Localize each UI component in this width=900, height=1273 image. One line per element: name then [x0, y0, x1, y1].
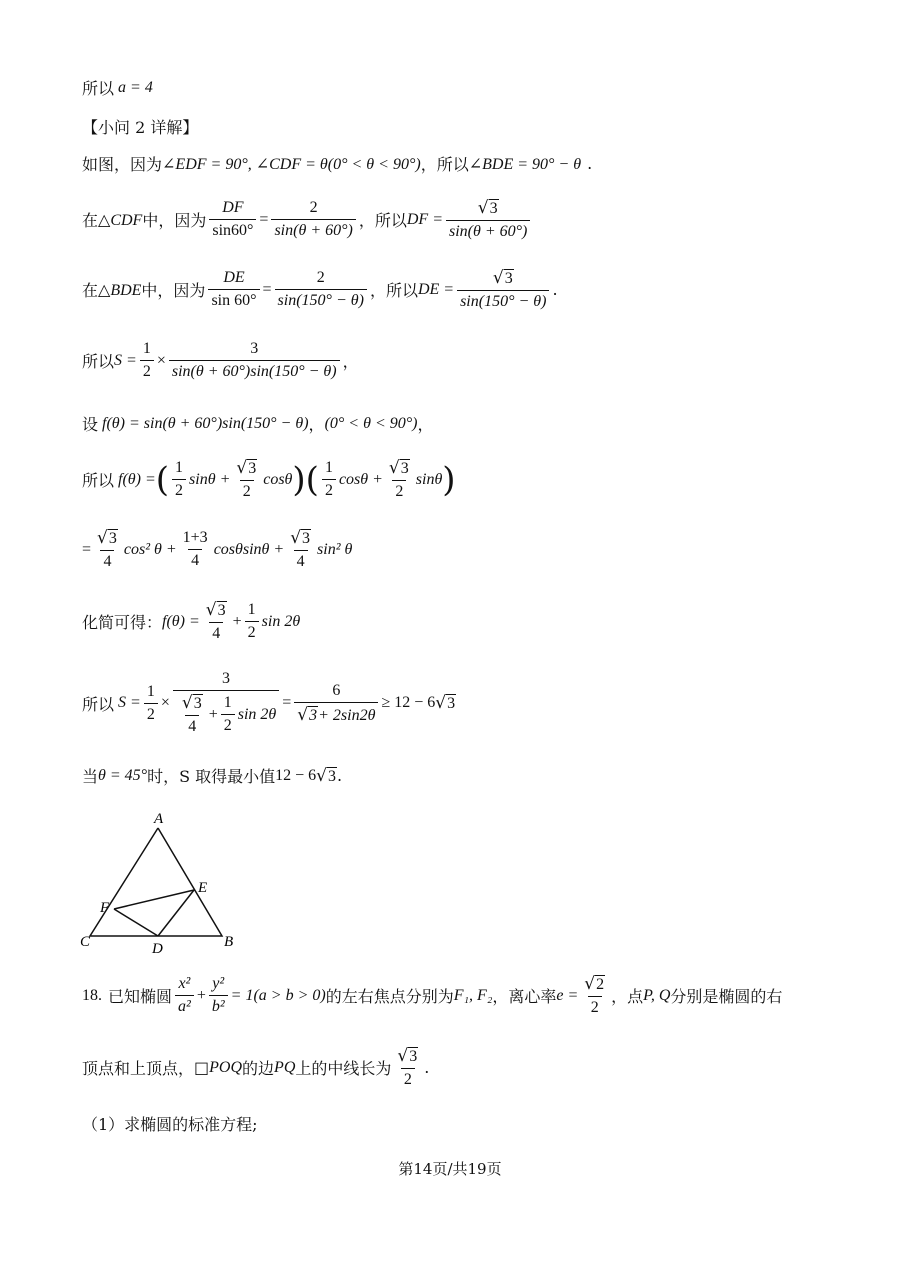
- heading-text: 【小问 2 详解】: [82, 118, 199, 137]
- denominator: 2: [144, 703, 158, 724]
- denominator: 2: [172, 479, 186, 500]
- radicand: 3: [309, 706, 318, 724]
- plus: +: [232, 612, 242, 630]
- text: 如图，因为: [82, 155, 163, 174]
- numerator: 2: [309, 199, 318, 216]
- text: 当: [82, 767, 99, 786]
- text: 所以: [82, 79, 115, 98]
- denominator: sin60°: [209, 219, 256, 240]
- fraction: [169, 340, 340, 381]
- fraction: [209, 199, 256, 240]
- triangle-figure: [78, 808, 248, 958]
- text: ，: [308, 415, 325, 434]
- text: 所以: [82, 471, 115, 490]
- radicand: 3: [248, 460, 257, 477]
- numerator: 2: [316, 269, 325, 286]
- math: PQ: [274, 1058, 296, 1076]
- line-4: 在 △CDF 中，因为 $\frac{DF}{\sin 60^\circ}$ = $\frac{2}{\sin(\theta + 60^\circ)}$ ，所以 DF = √ 3 sin(θ + 60°): [82, 198, 533, 241]
- math: ∠BDE = 90° − θ: [468, 155, 582, 173]
- math: F₁, F₂: [453, 986, 493, 1004]
- math: θ = 45°: [98, 766, 148, 784]
- denominator: sin(θ + 60°): [446, 220, 530, 241]
- denominator: a²: [175, 995, 194, 1016]
- math: cos² θ +: [123, 540, 177, 558]
- numerator: x²: [178, 975, 191, 992]
- denominator: 2: [221, 714, 235, 735]
- math: △BDE: [98, 281, 142, 299]
- text: ，点: [611, 987, 644, 1006]
- section-heading: [82, 115, 198, 138]
- math: f(θ) =: [118, 470, 156, 488]
- equals: =: [82, 540, 92, 558]
- math: = 1(a > b > 0): [230, 986, 326, 1004]
- denominator: 2: [245, 621, 259, 642]
- numerator: 3: [250, 340, 259, 357]
- question-18-cont: [82, 1046, 429, 1089]
- fraction: [275, 269, 367, 310]
- numerator: 1: [324, 459, 333, 476]
- fraction: [322, 459, 336, 500]
- math: 12 − 6: [275, 766, 317, 784]
- math: (0° < θ < 90°): [324, 414, 418, 432]
- line-3: [82, 152, 592, 175]
- math: S =: [114, 351, 137, 369]
- numerator: 1+3: [182, 529, 208, 546]
- text: ，所以: [420, 155, 469, 174]
- numerator: DF: [222, 199, 244, 216]
- line-11: 所以 S = $\frac{1}{2}$ × 3 √ 3 4 + $\frac{1}{2}$ sin 2θ = 6 √ 3 + 2sin2θ ≥ 12 − 6 √ 3: [82, 670, 456, 735]
- radicand: 3: [193, 695, 202, 712]
- text: （1）求椭圆的标准方程;: [82, 1115, 258, 1134]
- fraction: [140, 340, 154, 381]
- line-12: 当 θ = 45° 时，S 取得最小值 12 − 6 √ 3 .: [82, 765, 343, 786]
- radicand: 3: [504, 270, 513, 287]
- text: 所以: [82, 352, 115, 371]
- radicand: 2: [596, 976, 605, 993]
- text: ，离心率: [492, 987, 557, 1006]
- line-10: [82, 600, 300, 643]
- math: ≥ 12 − 6: [381, 694, 436, 711]
- math: cosθ: [263, 470, 293, 488]
- text: 中，因为: [142, 211, 207, 230]
- label-a: A: [154, 811, 164, 827]
- page-footer: 第14页/共19页: [398, 1160, 502, 1178]
- numerator: 1: [175, 459, 184, 476]
- math: sin² θ: [317, 540, 353, 558]
- label-b: B: [224, 934, 234, 950]
- fraction: [172, 459, 186, 500]
- line-8: 所以 f(θ) = ( $\frac{1}{2}$ sinθ + √ 3 2 cosθ )( $\frac{1}{2}$ cosθ + √ 3 2 sinθ ): [82, 458, 456, 500]
- fraction: √ 3 2: [397, 1046, 418, 1088]
- label-e: E: [198, 880, 208, 896]
- text: 顶点和上顶点，: [82, 1059, 195, 1078]
- math: cosθsinθ +: [213, 540, 285, 558]
- math: P, Q: [643, 986, 671, 1004]
- radicand: 3: [217, 602, 226, 619]
- radicand: 3: [409, 1048, 418, 1065]
- math: POQ: [209, 1058, 243, 1076]
- numerator: 3: [222, 670, 231, 687]
- text: 所以: [82, 694, 115, 714]
- fraction: [209, 975, 228, 1016]
- denominator: 4: [100, 550, 114, 571]
- denominator: 2: [401, 1068, 415, 1089]
- denominator: 4: [185, 715, 199, 736]
- fraction: [175, 975, 194, 1016]
- text: 在: [82, 281, 99, 300]
- denominator: sin 60°: [208, 289, 259, 310]
- math: cosθ +: [338, 470, 383, 488]
- line-6: [82, 340, 359, 381]
- text: .: [337, 766, 343, 785]
- denominator: 4: [188, 549, 202, 570]
- fraction: √ 3 4: [97, 528, 117, 570]
- radicand: 3: [302, 530, 311, 547]
- numerator: 1: [247, 601, 256, 618]
- numerator: 1: [142, 340, 151, 357]
- plus: +: [208, 705, 218, 723]
- segment-fd: [114, 909, 158, 936]
- complex-fraction: 3 √ 3 4 + $\frac{1}{2}$ sin 2θ: [173, 670, 279, 736]
- text: .: [424, 1058, 430, 1077]
- triangle-symbol: □: [194, 1058, 210, 1077]
- fraction: √ 3 sin(150° − θ): [457, 268, 549, 311]
- fraction: √ 3 4: [290, 528, 311, 570]
- times: ×: [156, 351, 166, 369]
- line-7: [82, 412, 433, 435]
- fraction: [144, 683, 158, 724]
- denominator: 2: [322, 479, 336, 500]
- denominator: b²: [209, 995, 228, 1016]
- fraction: [271, 199, 355, 240]
- denominator: 2: [392, 480, 406, 501]
- text: ，: [342, 352, 359, 371]
- math: ∠EDF = 90°, ∠CDF = θ(0° < θ < 90°): [162, 155, 421, 173]
- denominator: 2: [240, 480, 254, 501]
- fraction: √ 2 2: [584, 974, 605, 1016]
- question-18-part-1: [82, 1112, 258, 1135]
- fraction: [208, 269, 259, 310]
- question-number: 18.: [82, 986, 102, 1004]
- label-d: D: [152, 941, 163, 957]
- label-f: F: [100, 900, 110, 916]
- radicand: 3: [108, 530, 117, 547]
- text: .: [552, 280, 558, 299]
- math: S =: [118, 694, 141, 711]
- numerator: DE: [223, 269, 245, 286]
- line-9: [82, 528, 352, 571]
- numerator: y²: [212, 975, 225, 992]
- text: 已知椭圆: [108, 987, 173, 1006]
- denominator: 2: [588, 996, 602, 1017]
- numerator: 6: [332, 681, 341, 699]
- fraction: [245, 601, 259, 642]
- text: ，: [417, 415, 434, 434]
- denominator-rest: + 2sin2θ: [318, 706, 376, 724]
- times: ×: [160, 694, 170, 711]
- line-1: [82, 76, 153, 99]
- radicand: 3: [447, 695, 456, 712]
- radicand: 3: [400, 460, 409, 477]
- text: 在: [82, 211, 99, 230]
- question-18: 18. 已知椭圆 $\frac{\text{x²}}{\text{a²}}$ + $\frac{\text{y²}}{\text{b²}}$ = 1(a > b > 0) 的左右焦点分别为 F₁, F₂ ，离心率 e = √ 2 2 ，点 P, Q 分别是椭圆的右: [82, 974, 783, 1016]
- math: f(θ) = sin(θ + 60°)sin(150° − θ): [102, 414, 309, 432]
- text: 化简可得：: [82, 613, 163, 632]
- math: △CDF: [98, 211, 143, 229]
- denominator: sin(θ + 60°)sin(150° − θ): [169, 360, 340, 381]
- text: ，所以: [369, 281, 418, 300]
- fraction: √ 3 2: [388, 458, 409, 500]
- equals: =: [282, 694, 292, 711]
- text: 时，S 取得最小值: [147, 767, 276, 786]
- fraction: √ 3 2: [236, 458, 257, 500]
- fraction: √ 3 sin(θ + 60°): [446, 198, 530, 241]
- math: sin 2θ: [237, 705, 277, 723]
- denominator: 4: [209, 622, 223, 643]
- fraction: √ 3 4: [205, 600, 226, 642]
- numerator: 1: [146, 682, 155, 700]
- denominator: sin(150° − θ): [275, 289, 367, 310]
- text: 的左右焦点分别为: [325, 987, 454, 1006]
- math: a = 4: [118, 78, 153, 96]
- denominator: 4: [294, 550, 308, 571]
- line-5: 在 △BDE 中，因为 $\frac{DE}{\sin 60^\circ}$ = $\frac{2}{\sin(150^\circ - \theta)}$ ，所以 DE = √ 3 sin(150° − θ) .: [82, 268, 558, 310]
- math: f(θ) =: [162, 612, 200, 630]
- fraction: 6 √ 3 + 2sin2θ: [294, 682, 378, 725]
- radicand: 3: [328, 767, 337, 785]
- math: sin 2θ: [261, 612, 301, 630]
- text: 的边: [242, 1059, 275, 1078]
- text: 中，因为: [141, 281, 206, 300]
- text: 上的中线长为: [295, 1059, 392, 1078]
- numerator: 1: [223, 694, 232, 711]
- denominator: sin(θ + 60°): [271, 219, 355, 240]
- math: sinθ +: [189, 470, 231, 488]
- text: 设: [82, 415, 99, 434]
- label-c: C: [80, 934, 91, 950]
- math: DF =: [406, 210, 443, 228]
- radicand: 3: [489, 200, 498, 217]
- text: .: [587, 154, 593, 173]
- fraction: [180, 529, 211, 570]
- text: 分别是椭圆的右: [670, 987, 783, 1006]
- math: sinθ: [415, 470, 443, 488]
- text: ，所以: [358, 211, 407, 230]
- math: e =: [556, 986, 579, 1004]
- denominator: sin(150° − θ): [457, 290, 549, 311]
- denominator: 2: [140, 360, 154, 381]
- math: DE =: [417, 280, 455, 298]
